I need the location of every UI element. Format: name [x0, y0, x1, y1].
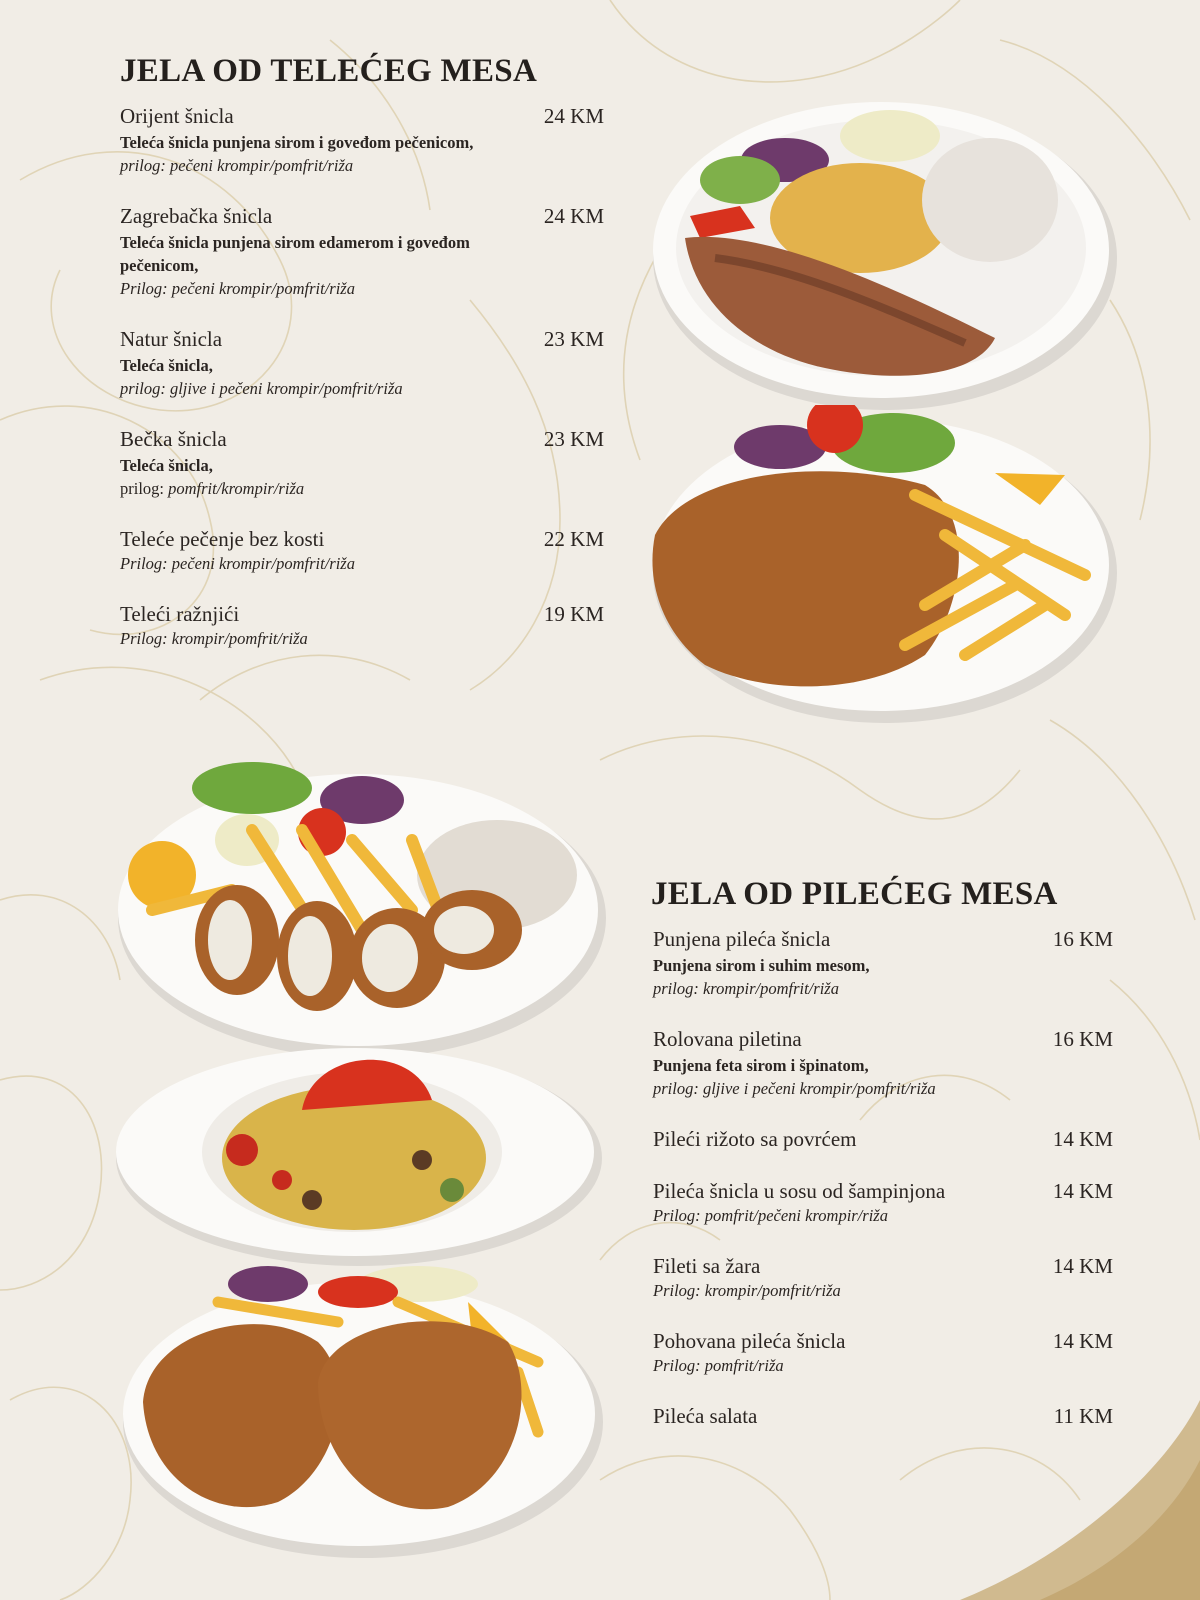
item-price: 14 KM	[1052, 1179, 1113, 1203]
chicken-dishes-section	[653, 876, 1113, 1456]
item-side-dish: Prilog: pomfrit/pečeni krompir/riža	[653, 1206, 888, 1225]
menu-item-pileci-rizoto	[653, 1127, 1113, 1152]
menu-item-telece-pecenje	[120, 527, 604, 575]
menu-item-natur-snicla	[120, 327, 604, 400]
menu-item-orijent-snicla	[120, 104, 604, 177]
chicken-section-title: JELA OD PILEĆEG MESA	[651, 876, 1058, 912]
item-name: Pileća salata	[653, 1404, 758, 1428]
item-description: Teleća šnicla punjena sirom i goveđom pečenicom,	[120, 133, 474, 152]
stuffed-chicken-plate-photo	[112, 760, 612, 1065]
breaded-veal-plate-photo	[645, 405, 1125, 725]
item-side-options: pomfrit/krompir/riža	[168, 479, 305, 498]
item-price: 14 KM	[1052, 1329, 1113, 1353]
item-name: Rolovana piletina	[653, 1027, 802, 1051]
item-name: Pileća šnicla u sosu od šampinjona	[653, 1179, 946, 1203]
veal-steak-plate-photo	[645, 88, 1125, 418]
item-name: Pohovana pileća šnicla	[653, 1329, 846, 1353]
item-side-dish: Prilog: krompir/pomfrit/riža	[653, 1281, 841, 1300]
item-name: Zagrebačka šnicla	[120, 204, 273, 228]
item-price: 23 KM	[543, 327, 604, 351]
item-description: Teleća šnicla punjena sirom edamerom i goveđom pečenicom,	[120, 233, 470, 275]
item-name: Orijent šnicla	[120, 104, 234, 128]
item-description: Punjena sirom i suhim mesom,	[653, 956, 870, 975]
item-side-dish: prilog: pečeni krompir/pomfrit/riža	[120, 156, 354, 175]
item-price: 11 KM	[1053, 1404, 1113, 1428]
menu-item-pileca-snicla-sos	[653, 1179, 1113, 1227]
item-name: Teleći ražnjići	[120, 602, 240, 626]
item-price: 16 KM	[1052, 927, 1113, 951]
menu-item-teleci-raznjici	[120, 602, 604, 650]
menu-item-fileti-sa-zara	[653, 1254, 1113, 1302]
item-side-dish: Prilog: pečeni krompir/pomfrit/riža	[120, 279, 355, 298]
breaded-chicken-plate-photo	[118, 1262, 608, 1562]
item-side-dish: prilog: gljive i pečeni krompir/pomfrit/riža	[120, 379, 403, 398]
menu-item-rolovana-piletina	[653, 1027, 1113, 1100]
menu-item-zagrebacka-snicla	[120, 204, 604, 300]
item-side-dish: Prilog: pomfrit/riža	[653, 1356, 784, 1375]
item-side-dish	[120, 477, 604, 500]
item-price: 14 KM	[1052, 1254, 1113, 1278]
item-description: Punjena feta sirom i špinatom,	[653, 1056, 869, 1075]
item-price: 24 KM	[543, 204, 604, 228]
item-name: Teleće pečenje bez kosti	[120, 527, 325, 551]
chicken-risotto-plate-photo	[112, 1040, 607, 1270]
item-side-prefix: prilog:	[120, 479, 169, 498]
item-name: Fileti sa žara	[653, 1254, 761, 1278]
item-side-dish: Prilog: pečeni krompir/pomfrit/riža	[120, 554, 355, 573]
menu-item-pileca-salata	[653, 1404, 1113, 1429]
item-price: 16 KM	[1052, 1027, 1113, 1051]
item-price: 23 KM	[543, 427, 604, 451]
menu-item-pohovana-pileca-snicla	[653, 1329, 1113, 1377]
veal-dishes-section	[120, 53, 604, 677]
item-name: Bečka šnicla	[120, 427, 227, 451]
item-price: 19 KM	[543, 602, 604, 626]
item-price: 22 KM	[543, 527, 604, 551]
item-side-dish: prilog: gljive i pečeni krompir/pomfrit/riža	[653, 1079, 936, 1098]
item-price: 24 KM	[543, 104, 604, 128]
item-name: Pileći rižoto sa povrćem	[653, 1127, 857, 1151]
veal-menu-list	[120, 104, 604, 650]
menu-item-becka-snicla	[120, 427, 604, 500]
item-name: Punjena pileća šnicla	[653, 927, 831, 951]
item-name: Natur šnicla	[120, 327, 223, 351]
item-description: Teleća šnicla,	[120, 456, 213, 475]
menu-item-punjena-pileca-snicla	[653, 927, 1113, 1000]
item-side-dish: Prilog: krompir/pomfrit/riža	[120, 629, 308, 648]
item-side-dish: prilog: krompir/pomfrit/riža	[653, 979, 839, 998]
item-price: 14 KM	[1052, 1127, 1113, 1151]
chicken-menu-list	[653, 927, 1113, 1429]
item-description: Teleća šnicla,	[120, 356, 213, 375]
veal-section-title: JELA OD TELEĆEG MESA	[120, 53, 538, 89]
